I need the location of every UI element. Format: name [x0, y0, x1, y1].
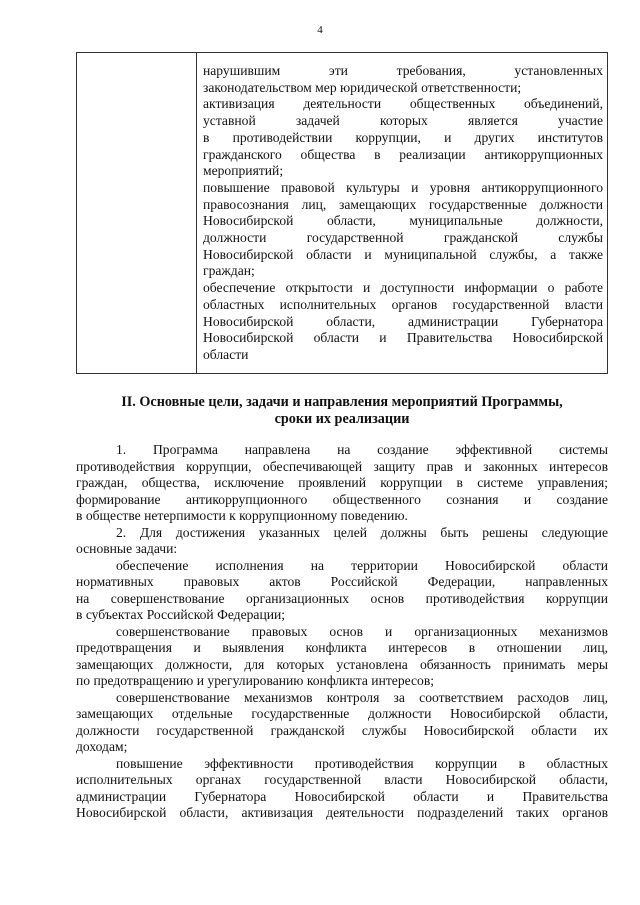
paragraph-line: основные задачи: — [76, 541, 178, 556]
table-cell-content — [203, 63, 603, 364]
section-heading-line: II. Основные цели, задачи и направления мероприятий Программы, — [121, 394, 563, 410]
table-line: в противодействии коррупции, и других институтов — [203, 129, 603, 145]
paragraph-line: в субъектах Российской Федерации; — [76, 607, 286, 622]
paragraph-line: должности государственной гражданской службы Новосибирской области их — [76, 722, 608, 738]
paragraph-line: доходам; — [76, 739, 128, 754]
table-line: повышение правовой культуры и уровня антикоррупционного — [203, 179, 603, 195]
paragraph-line: предотвращения и выявления конфликта интересов в отношении лиц, — [76, 640, 608, 655]
table-line: Новосибирской области и муниципальной службы, а также — [203, 246, 603, 262]
page-number: 4 — [317, 24, 323, 36]
body-text — [76, 442, 608, 822]
table-line: нарушившим эти требования, установленных — [203, 63, 603, 78]
table-line: уставной задачей которых является участие — [203, 113, 603, 129]
table-line: граждан; — [203, 263, 255, 279]
table-line: мероприятий; — [203, 163, 284, 179]
table-line: правосознания лиц, замещающих государственные должности — [203, 196, 603, 212]
paragraph-line: замещающих отдельные государственные должности Новосибирской области, — [76, 706, 608, 721]
table-line: Новосибирской области, администрации Губернатора — [203, 313, 603, 329]
table-line: активизация деятельности общественных объединений, — [203, 96, 603, 112]
paragraph-line: 2. Для достижения указанных целей должны быть решены следующие — [116, 524, 608, 540]
paragraph-line: обеспечение исполнения на территории Новосибирской области — [116, 557, 608, 573]
paragraph-line: исполнительных органах государственной власти Новосибирской области, — [76, 772, 608, 787]
paragraph-line: Новосибирской области, активизация деятельности подразделений таких органов — [76, 805, 608, 820]
paragraph-line: совершенствование механизмов контроля за соответствием расходов лиц, — [116, 689, 608, 705]
section-heading — [76, 394, 608, 428]
paragraph-line: повышение эффективности противодействия коррупции в областных — [116, 755, 608, 771]
paragraph-line: 1. Программа направлена на создание эффективной системы — [116, 442, 608, 457]
paragraph-line: по предотвращению и урегулированию конфликта интересов; — [76, 673, 435, 688]
table-line: должности государственной гражданской службы — [203, 230, 603, 246]
paragraph-line: нормативных правовых актов Российской Федерации, направленных — [76, 574, 608, 589]
paragraph-line: совершенствование правовых основ и организационных механизмов — [116, 623, 608, 639]
paragraph-line: администрации Губернатора Новосибирской области и Правительства — [76, 788, 608, 804]
paragraph-line: граждан, общества, исключение проявлений коррупции в системе управления; — [76, 475, 608, 490]
paragraph-line: в обществе нетерпимости к коррупционному поведению. — [76, 508, 408, 523]
table-line: областных исполнительных органов государственной власти — [203, 296, 603, 312]
table-line: обеспечение открытости и доступности информации о работе — [203, 280, 603, 296]
table-line: законодательством мер юридической ответственности; — [203, 79, 522, 95]
section-heading-line: сроки их реализации — [274, 411, 410, 427]
table-fragment — [76, 52, 608, 374]
table-line: области — [203, 346, 249, 362]
table-column-divider — [196, 52, 197, 374]
paragraph-line: замещающих должности, для которых установлена обязанность принимать меры — [76, 656, 608, 672]
table-line: Новосибирской области, муниципальные должности, — [203, 213, 603, 229]
paragraph-line: противодействия коррупции, обеспечивающей защиту прав и законных интересов — [76, 458, 608, 474]
table-line: гражданского общества в реализации антикоррупционных — [203, 146, 603, 162]
paragraph-line: на совершенствование организационных основ противодействия коррупции — [76, 590, 608, 606]
paragraph-line: формирование антикоррупционного общественного сознания и создание — [76, 491, 608, 507]
table-line: Новосибирской области и Правительства Новосибирской — [203, 330, 603, 346]
